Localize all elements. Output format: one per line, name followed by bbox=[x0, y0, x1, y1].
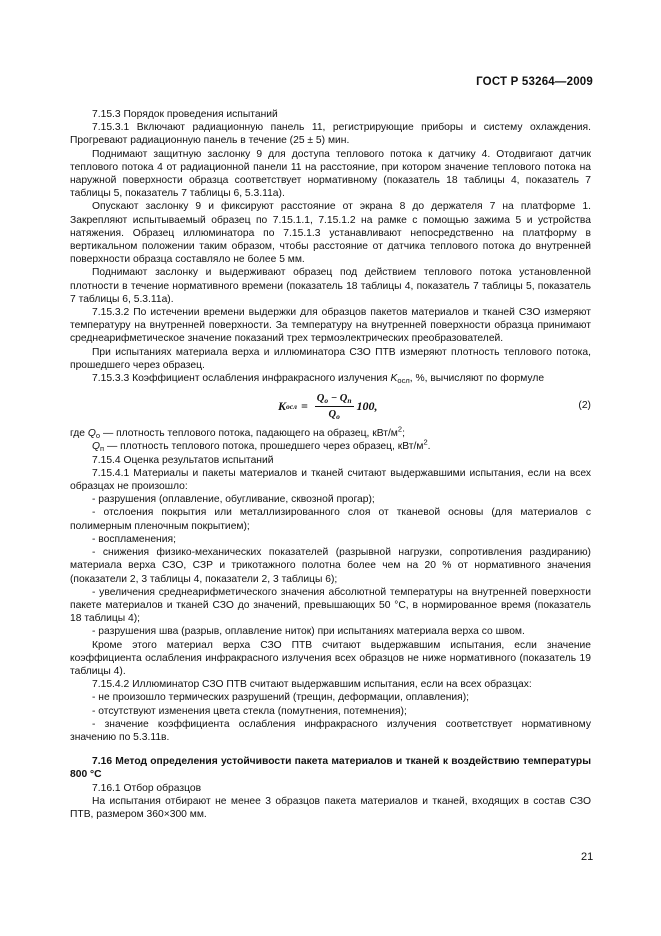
paragraph: Поднимают заслонку и выдерживают образец под действием теплового потока установленной плотности в течение нормативного времени (показатель 18 таблицы 4, показатель 7 таблицы 5, показатель 7 таблицы 6, 5.3.11а). bbox=[70, 267, 591, 305]
list-item: - воспламенения; bbox=[92, 533, 176, 545]
paragraph: Поднимают защитную заслонку 9 для доступа теплового потока к датчику 4. Отодвигают датчик теплового потока 4 от радиационной панели 11 на расстояние, при котором значение теплового потока на наружной поверхности образца соответствует нормативному (показатель 18 таблицы 4, показатель 7 таблицы 5, показатель 7 таблицы 6, 5.3.11а). bbox=[70, 148, 591, 200]
formula: K осл = $\frac{Q_о - Q_п}{Q_о}$ 100, bbox=[278, 393, 378, 422]
equation-number: (2) bbox=[578, 400, 591, 412]
document-body bbox=[70, 108, 591, 821]
paragraph: Кроме этого материал верха СЗО ПТВ считают выдержавшим испытания, если значение коэффициента ослабления инфракрасного излучения всех образцов не ниже нормативного (показатель 19 таблицы 4). bbox=[70, 639, 591, 677]
list-item: - не произошло термических разрушений (трещин, деформации, оплавления); bbox=[92, 692, 470, 704]
list-item: - разрушения шва (разрыв, оплавление ниток) при испытаниях материала верха со швом. bbox=[92, 626, 525, 638]
subsection-heading: 7.15.4 Оценка результатов испытаний bbox=[92, 454, 274, 466]
paragraph: 7.15.3.1 Включают радиационную панель 11, регистрирующие приборы и систему охлаждения. Прогревают радиационную панель в течение (25 ± 5) мин. bbox=[70, 122, 591, 147]
formula-block bbox=[70, 388, 591, 424]
subsection-heading: 7.16.1 Отбор образцов bbox=[92, 782, 202, 794]
formula-fraction: $\frac{Q_о - Q_п}{Q_о}$ bbox=[316, 393, 352, 422]
formula-legend-q0: где $Q_о$ — плотность теплового потока, падающего на образец, кВт/$м^2$; bbox=[70, 424, 405, 441]
paragraph: Опускают заслонку 9 и фиксируют расстояние от экрана 8 до держателя 7 на платформе 1. Закрепляют испытываемый образец по 7.15.1.1, 7.15.1.2 на рамке с помощью зажима 5 и устройства натяжения. Образец иллюминатора по 7.15.1.3 устанавливают непосредственно на платформу в вертикальном положении таким образом, чтобы расстояние от датчика теплового потока до внутренней поверхности образца составляло не более 5 мм. bbox=[70, 201, 591, 266]
list-item: - отсутствуют изменения цвета стекла (помутнения, потемнения); bbox=[92, 705, 407, 717]
list-item: - разрушения (оплавление, обугливание, сквозной прогар); bbox=[92, 494, 375, 506]
subsection-heading: 7.15.3 Порядок проведения испытаний bbox=[92, 109, 278, 120]
page-number: 21 bbox=[581, 851, 594, 863]
paragraph: 7.15.4.2 Иллюминатор СЗО ПТВ считают выдержавшим испытания, если на всех образцах: bbox=[92, 679, 532, 691]
list-item: - значение коэффициента ослабления инфракрасного излучения соответствует нормативному значению по 5.3.11в. bbox=[70, 718, 591, 743]
formula-intro: 7.15.3.3 Коэффициент ослабления инфракрасного излучения $K_{осл}$, %, вычисляют по формуле bbox=[92, 373, 545, 386]
paragraph: При испытаниях материала верха и иллюминатора СЗО ПТВ измеряют плотность теплового потока, прошедшего через образец. bbox=[70, 346, 591, 371]
standard-header: ГОСТ Р 53264—2009 bbox=[476, 76, 593, 88]
formula-legend-qp: $Q_п$ — плотность теплового потока, прошедшего через образец, кВт/$м^2$. bbox=[92, 438, 431, 454]
paragraph: 7.15.3.2 По истечении времени выдержки для образцов пакетов материалов и тканей СЗО измеряют температуру на внутренней поверхности. За температуру на внутренней поверхности образца принимают среднеарифметическое значение показаний трех термоэлектрических преобразователей. bbox=[70, 307, 591, 345]
list-item: - снижения физико-механических показателей (разрывной нагрузки, сопротивления раздиранию) материала верха СЗО, СЗР и трикотажного полотна более чем на 20 % от нормативного значения (показатели 2, 3 таблицы 4, показатели 2, 3 таблицы 6); bbox=[70, 547, 591, 585]
paragraph: 7.15.4.1 Материалы и пакеты материалов и тканей считают выдержавшими испытания, если на всех образцах не произошло: bbox=[70, 467, 591, 493]
paragraph: На испытания отбирают не менее 3 образцов пакета материалов и тканей, входящих в состав СЗО ПТВ, размером 360×300 мм. bbox=[70, 795, 591, 820]
section-title: 7.16 Метод определения устойчивости пакета материалов и тканей к воздействию температуры 800 °С bbox=[70, 756, 591, 781]
list-item: - увеличения среднеарифметического значения абсолютной температуры на внутренней поверхности пакете материалов и тканей СЗО до значений, превышающих 50 °С, в нормированное время (показатель 18 таблицы 4); bbox=[70, 586, 591, 625]
list-item: - отслоения покрытия или металлизированного слоя от тканевой основы (для материалов с полимерным пленочным покрытием); bbox=[70, 507, 591, 532]
